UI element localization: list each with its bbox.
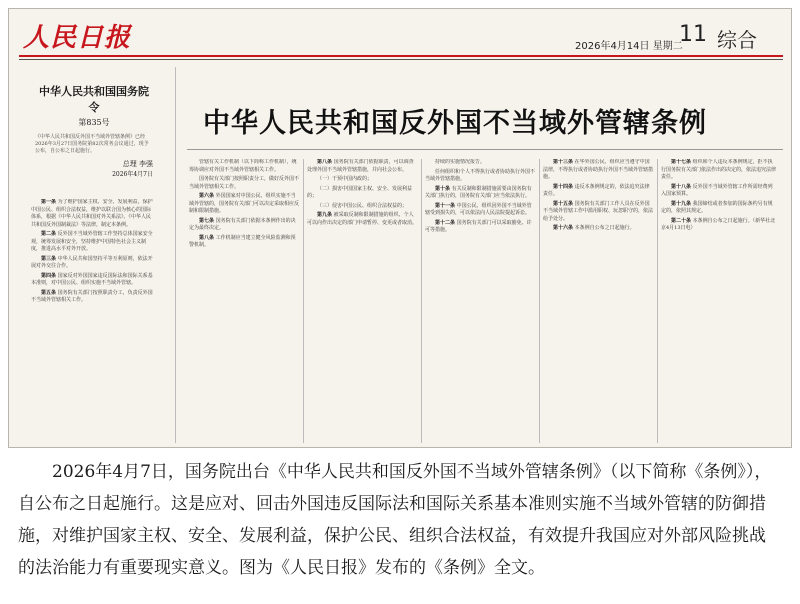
article-column-1 [189, 159, 299, 439]
decree-signature: 总理 李强 [122, 160, 153, 168]
article-column-4 [543, 159, 653, 439]
decree-date: 2026年4月7日 [112, 171, 153, 178]
photo-caption: 2026年4月7日，国务院出台《中华人民共和国反外国不当域外管辖条例》（以下简称《条例》），自公布之日起施行。这是应对、回击外国违反国际法和国际关系基本准则实施不当域外管辖的防御措施，对维护国家主权、安全、发展利益，保护公民、组织合法权益，有效提升我国应对外部风险挑战的法治能力有重要现实意义。图为《人民日报》发布的《条例》全文。 [18, 462, 772, 578]
headline-rule [187, 149, 783, 150]
article-column-left [31, 199, 155, 439]
article-paragraph: 第十三条 在华外国公民、组织应当遵守中国法律，不得执行或者协助执行外国不当域外管辖措施。 [543, 159, 653, 180]
article-paragraph: 第十四条 违反本条例规定的，依法追究法律责任。 [543, 183, 650, 197]
article-paragraph: 持续的实施情况报告。 [435, 159, 486, 165]
article-paragraph: 第十六条 本条例自公布之日起施行。 [553, 225, 635, 231]
article-paragraph: 第三条 中华人民共和国坚持平等互利原则，依法开展对外交往合作。 [31, 255, 153, 269]
column-divider [175, 67, 176, 443]
article-paragraph: 第十五条 国务院有关部门工作人员在反外国不当域外管辖工作中滥用职权、玩忽职守的，依法给予处分。 [543, 200, 653, 222]
column-divider [303, 159, 304, 443]
issue-date: 2026年4月14日 星期二 [575, 41, 683, 52]
masthead-rule-thin [19, 59, 783, 60]
article-column-2 [307, 159, 417, 439]
decree-body: 《中华人民共和国反外国不当域外管辖条例》已经2026年3月27日国务院第82次常务会议通过，现予公布，自公布之日起施行。 [35, 134, 149, 154]
article-paragraph: 第十二条 国务院有关部门可以采取豁免、许可等措施。 [425, 219, 532, 233]
article-paragraph: （一）干预中国内政的； [317, 176, 373, 182]
column-divider [539, 159, 540, 443]
decree-title: 中华人民共和国国务院令 [39, 85, 149, 114]
article-paragraph: （三）侵害中国公民、组织合法权益的； [317, 202, 408, 209]
state-council-decree [35, 83, 153, 193]
article-paragraph: 第九条 被采取反制和限制措施的组织、个人可以向作出决定的部门申请暂停、变更或者取消。 [307, 212, 417, 226]
column-divider [421, 159, 422, 443]
article-paragraph: 任何组织和个人不得执行或者协助执行外国不当域外管辖措施。 [425, 168, 535, 182]
article-column-3 [425, 159, 535, 439]
article-paragraph: 第二条 反外国不当域外管辖工作坚持总体国家安全观，统筹发展和安全，坚持维护中国特色社会主义制度，推进高水平对外开放。 [31, 231, 153, 252]
article-paragraph: 第十九条 我国缔结或者参加的国际条约另有规定的，依照其规定。 [661, 200, 773, 214]
article-paragraph: 第十八条 反外国不当域外管辖工作所需经费列入国家预算。 [661, 183, 773, 197]
newspaper-page [8, 8, 792, 448]
article-paragraph: 管辖有关工作机制（以下简称工作机制），统筹协调应对外国不当域外管辖相关工作。 [189, 159, 297, 173]
masthead-rule [19, 55, 783, 57]
article-paragraph: 第八条 工作机制应当建立健全风险监测和预警机制。 [189, 234, 296, 248]
masthead [9, 9, 792, 59]
section-name: 综合 [717, 28, 757, 52]
article-column-5 [661, 159, 777, 439]
article-paragraph: 第八条 国务院有关部门依据职责，可以调查处理外国不当域外管辖措施，并向社会公布。 [307, 159, 414, 173]
article-paragraph: 第四条 国家反对外国国家违反国际法和国际关系基本准则，对中国公民、组织实施不当域外管辖。 [31, 272, 153, 286]
article-paragraph: 第七条 国务院有关部门依据本条例作出的决定为最终决定。 [189, 217, 296, 231]
article-headline: 中华人民共和国反外国不当域外管辖条例 [203, 108, 707, 139]
column-divider [657, 159, 658, 443]
article-paragraph: 第二十条 本条例自公布之日起施行。（新华社北京4月13日电） [661, 217, 776, 231]
article-paragraph: 第十七条 组织和个人违反本条例规定，拒不执行国务院有关部门依法作出的决定的，依法追究法律责任。 [661, 159, 777, 180]
article-paragraph: 第十条 有关反制和限制措施需要由国务院有关部门执行的，国务院有关部门应当依法执行。 [425, 185, 532, 199]
article-paragraph: 第五条 国务院有关部门按照职责分工，负责反外国不当域外管辖相关工作。 [31, 289, 153, 303]
article-paragraph: 国务院有关部门按照职责分工，做好反外国不当域外管辖相关工作。 [189, 176, 299, 190]
page-number: 11 [679, 22, 707, 47]
article-paragraph: 第六条 外国国家对中国公民、组织实施不当域外管辖的，国务院有关部门可以决定采取相应反制和限制措施。 [189, 193, 299, 214]
decree-number: 第835号 [78, 118, 110, 127]
newspaper-logo: 人民日报 [23, 23, 132, 53]
article-paragraph: 第一条 为了维护国家主权、安全、发展利益，保护中国公民、组织合法权益，维护以联合国为核心的国际体系，根据《中华人民共和国对外关系法》、《中华人民共和国反外国制裁法》等法律，制定本条例。 [31, 199, 153, 228]
article-paragraph: （二）损害中国国家主权、安全、发展利益的； [307, 185, 413, 199]
article-paragraph: 第十一条 中国公民、组织因外国不当域外管辖受到损失的，可以依法向人民法院提起诉讼。 [425, 202, 532, 216]
